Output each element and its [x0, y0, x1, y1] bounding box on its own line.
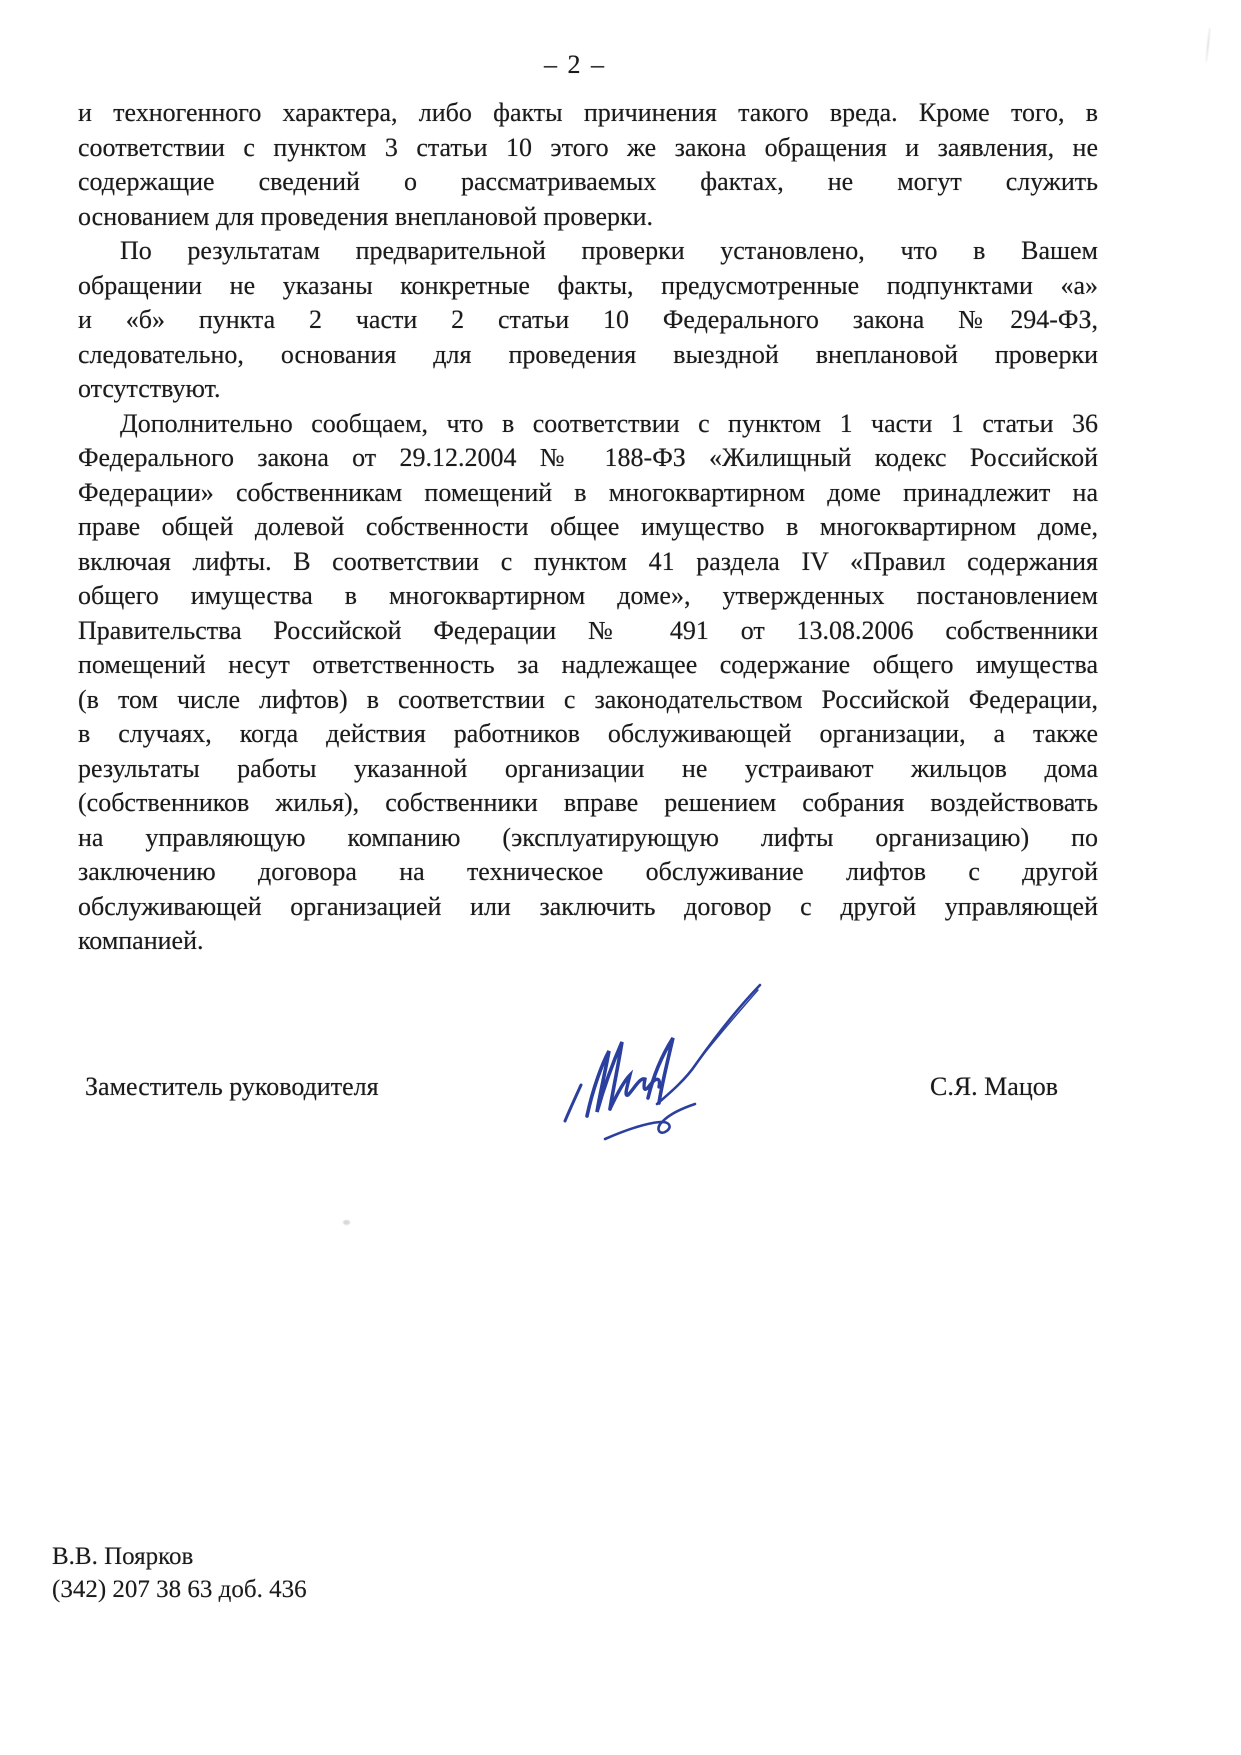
page-number: – 2 – — [544, 50, 606, 79]
text-line: следовательно, основания для проведения выездной внеплановой проверки — [78, 339, 1098, 369]
text-line: основанием для проведения внеплановой проверки. — [78, 201, 654, 231]
executor-phone: (342) 207 38 63 доб. 436 — [52, 1576, 307, 1603]
text-line: на управляющую компанию (эксплуатирующую лифты организацию) по — [78, 822, 1098, 852]
text-line: общего имущества в многоквартирном доме», утвержденных постановлением — [78, 581, 1098, 610]
text-line: содержащие сведений о рассматриваемых фактах, не могут служить — [78, 167, 1098, 196]
scan-artifact-corner-mark — [1205, 28, 1211, 62]
text-line: включая лифты. В соответствии с пунктом 41 раздела IV «Правил содержания — [78, 546, 1098, 576]
text-line: Федерации» собственникам помещений в многоквартирном доме принадлежит на — [78, 477, 1098, 507]
handwritten-signature-icon — [545, 968, 785, 1158]
text-line: (в том числе лифтов) в соответствии с законодательством Российской Федерации, — [78, 684, 1098, 714]
text-line: праве общей долевой собственности общее имущество в многоквартирном доме, — [78, 512, 1098, 541]
text-line: компанией. — [78, 926, 204, 955]
text-line: Федерального закона от 29.12.2004 № 188-ФЗ «Жилищный кодекс Российской — [78, 443, 1098, 472]
executor-contact-block — [52, 1540, 307, 1606]
text-line: в случаях, когда действия работников обслуживающей организации, а также — [78, 719, 1098, 748]
text-line: помещений несут ответственность за надлежащее содержание общего имущества — [78, 650, 1098, 679]
text-line: Дополнительно сообщаем, что в соответствии с пунктом 1 части 1 статьи 36 — [120, 408, 1098, 438]
letter-body — [78, 96, 1098, 959]
text-line: результаты работы указанной организации не устраивают жильцов дома — [78, 753, 1098, 783]
text-line: Правительства Российской Федерации № 491 от 13.08.2006 собственники — [78, 615, 1098, 645]
text-line: (собственников жилья), собственники вправе решением собрания воздействовать — [78, 788, 1098, 817]
signer-name: С.Я. Мацов — [930, 1072, 1059, 1101]
text-line: заключению договора на техническое обслуживание лифтов с другой — [78, 857, 1098, 886]
scan-artifact-speck — [343, 1220, 350, 1225]
text-line: По результатам предварительной проверки установлено, что в Вашем — [120, 236, 1098, 265]
text-line: обслуживающей организацией или заключить договор с другой управляющей — [78, 891, 1098, 921]
text-line: обращении не указаны конкретные факты, предусмотренные подпунктами «а» — [78, 270, 1098, 300]
text-line: и «б» пункта 2 части 2 статьи 10 Федерального закона №294-ФЗ, — [78, 305, 1098, 334]
signer-position-title: Заместитель руководителя — [85, 1072, 379, 1101]
text-line: соответствии с пунктом 3 статьи 10 этого же закона обращения и заявления, не — [78, 132, 1098, 162]
text-line: и техногенного характера, либо факты причинения такого вреда. Кроме того, в — [78, 98, 1098, 127]
text-line: отсутствуют. — [78, 374, 221, 403]
executor-name: В.В. Поярков — [52, 1543, 194, 1570]
